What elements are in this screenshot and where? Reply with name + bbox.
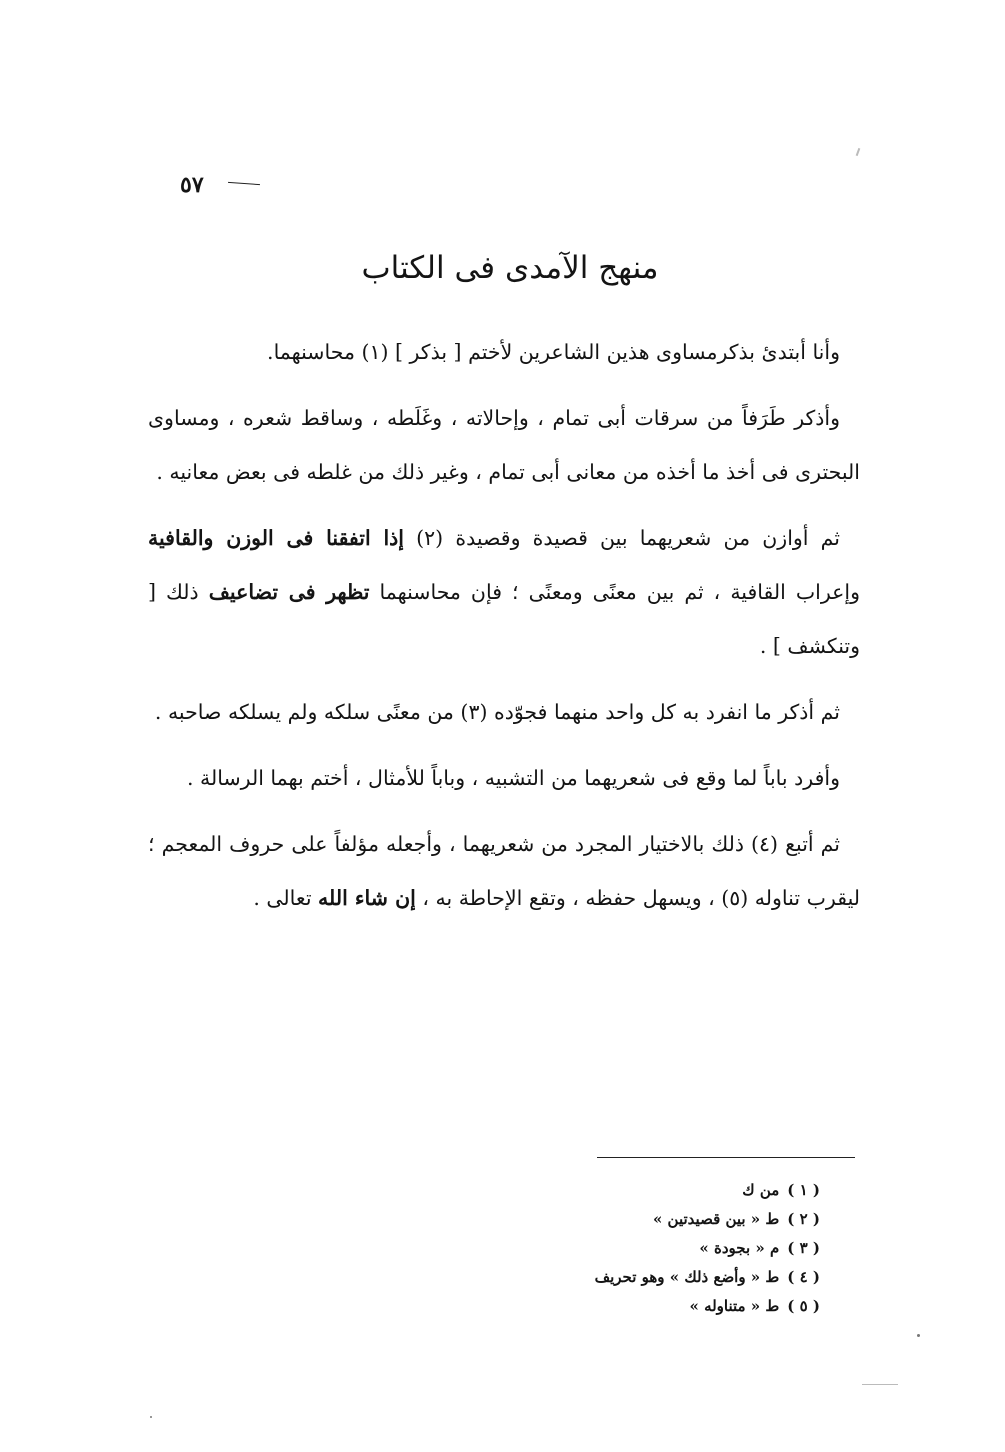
page-number-dash (228, 182, 260, 185)
page-number: ٥٧ (180, 172, 204, 198)
paragraph (148, 511, 860, 673)
footnote-text: م « بجودة » (699, 1239, 780, 1257)
footnote-item (420, 1205, 820, 1234)
paragraph-text: ثم أتبع (٤) ذلك بالاختيار المجرد من شعريهما ، وأجعله مؤلفاً على حروف المعجم ؛ ليقرب تناوله (٥) ، ويسهل حفظه ، وتقع الإحاطة به ، (148, 832, 860, 910)
paragraph-text: تعالى . (253, 886, 319, 910)
paragraph-text: وأفرد باباً لما وقع فى شعريهما من التشبيه ، وباباً للأمثال ، أختم بهما الرسالة . (186, 766, 840, 790)
footnote-item (420, 1234, 820, 1263)
paragraph (148, 325, 860, 379)
footnote-text: من ك (742, 1181, 780, 1199)
scan-edge-line (862, 1384, 898, 1385)
paragraph-text: وأذكر طَرَفاً من سرقات أبى تمام ، وإحالاته ، وغَلَطه ، وساقط شعره ، ومساوى البحترى فى أخذ ما أخذه من معانى أبى تمام ، وغير ذلك من غلطه فى بعض معانيه . (148, 406, 860, 484)
footnote-item (420, 1292, 820, 1321)
scan-speck (856, 148, 861, 156)
bold-text: إن شاء الله (318, 886, 416, 910)
scan-speck (150, 1416, 152, 1418)
footnote-marker: ( ٢ ) (787, 1210, 820, 1228)
footnote-text: ط « متناوله » (689, 1297, 780, 1315)
paragraph-text: ذلك [ وتنكشف ] . (148, 580, 860, 658)
paragraph (148, 751, 860, 805)
footnote-marker: ( ٣ ) (787, 1239, 820, 1257)
paragraph (148, 685, 860, 739)
paragraph-text: وأنا أبتدئ بذكرمساوى هذين الشاعرين لأختم [ بذكر ] (١) محاسنهما. (267, 340, 840, 364)
footnote-text: ط « بين قصيدتين » (652, 1210, 780, 1228)
body-text (148, 325, 860, 925)
chapter-title: منهج الآمدى فى الكتاب (361, 250, 659, 286)
footnote-marker: ( ٤ ) (787, 1268, 820, 1286)
paragraph-text: وإعراب القافية ، ثم بين معنًى ومعنًى ؛ فإن محاسنهما (369, 580, 861, 604)
paragraph (148, 391, 860, 499)
paragraph (148, 817, 860, 925)
paragraph-text: ثم أذكر ما انفرد به كل واحد منهما فجوّده (٣) من معنًى سلكه ولم يسلكه صاحبه . (154, 700, 840, 724)
scan-speck (917, 1334, 920, 1337)
bold-text: تظهر فى تضاعيف (208, 580, 370, 604)
footnote-rule (597, 1157, 855, 1158)
footnote-marker: ( ١ ) (787, 1181, 820, 1199)
footnote-item (420, 1176, 820, 1205)
paragraph-text: ثم أوازن من شعريهما بين قصيدة وقصيدة (٢) (404, 526, 840, 550)
footnote-marker: ( ٥ ) (787, 1297, 820, 1315)
footnote-text: ط « وأضع ذلك » وهو تحريف (594, 1268, 780, 1286)
footnote-item (420, 1263, 820, 1292)
footnotes (420, 1176, 820, 1321)
bold-text: إذا اتفقنا فى الوزن والقافية (148, 526, 404, 550)
